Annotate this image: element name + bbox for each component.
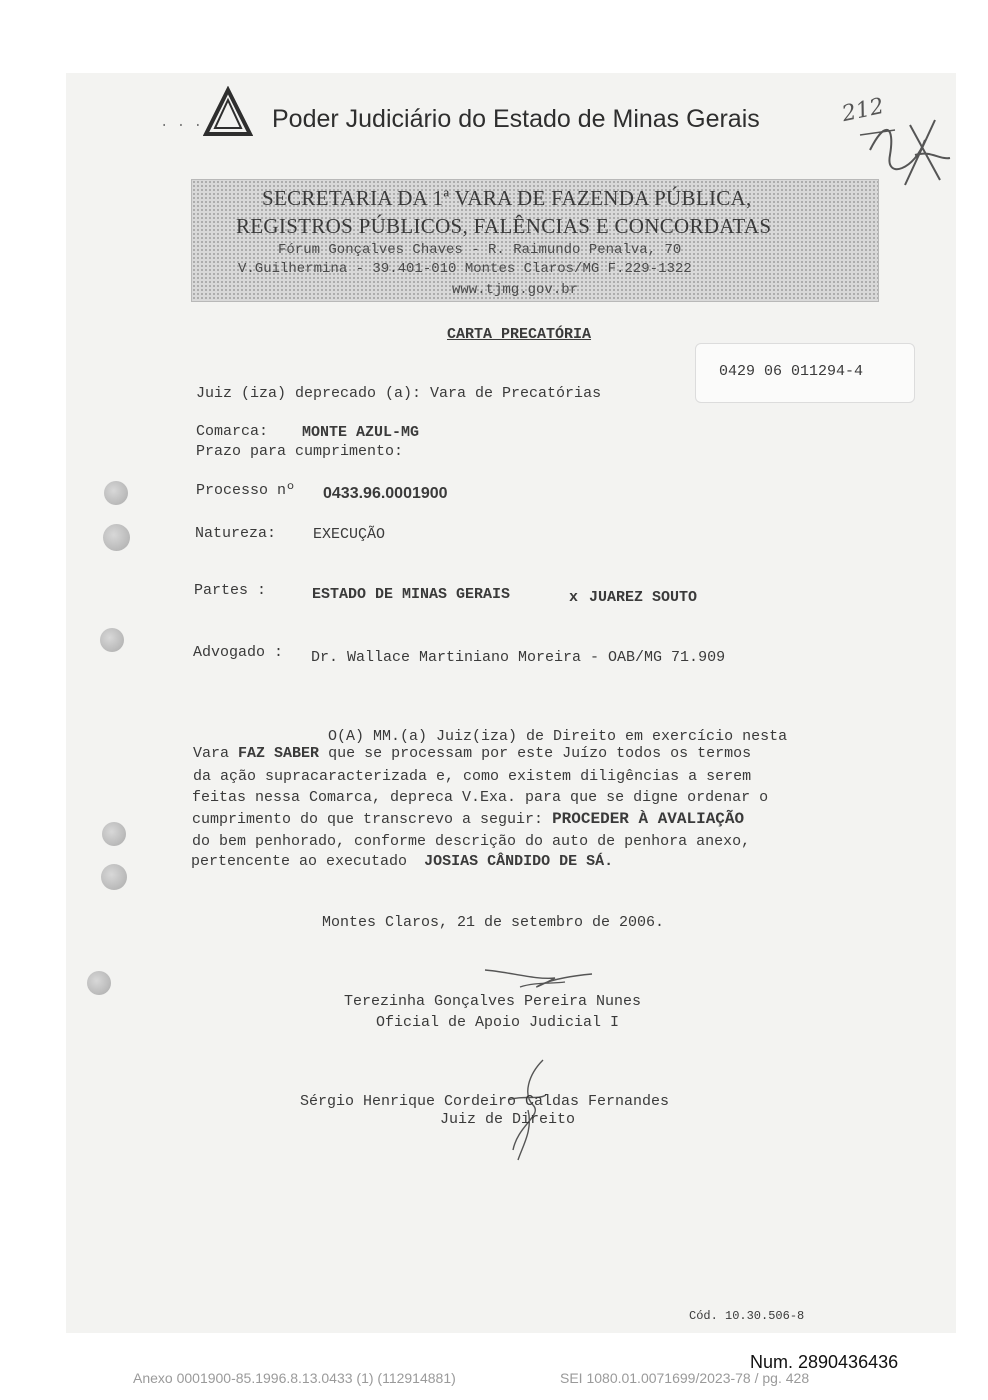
banner-city: V.Guilhermina - 39.401-010 Montes Claros/MG F.229-1322: [238, 261, 692, 277]
body-line-5: [192, 811, 744, 828]
signature-scribble-1: [480, 962, 600, 997]
natureza-value: EXECUÇÃO: [313, 526, 386, 543]
body-line-2: [193, 745, 751, 762]
punch-hole: [87, 971, 111, 995]
comarca-label: Comarca:: [196, 423, 269, 440]
banner-website: www.tjmg.gov.br: [452, 282, 579, 298]
juiz-deprecado-line: Juiz (iza) deprecado (a): Vara de Precatórias: [196, 385, 602, 402]
punch-hole: [104, 481, 128, 505]
body-line-2-post: que se processam por este Juízo todos os termos: [328, 745, 752, 762]
advogado-label: Advogado :: [193, 644, 284, 661]
court-logo-icon: [203, 86, 253, 138]
signer-2-role: Juiz de Direito: [440, 1111, 576, 1128]
punch-hole: [103, 524, 130, 551]
proceder-avaliacao: PROCEDER À AVALIAÇÃO: [552, 810, 745, 828]
banner-address: Fórum Gonçalves Chaves - R. Raimundo Penalva, 70: [278, 242, 682, 258]
document-title: CARTA PRECATÓRIA: [447, 326, 592, 343]
body-line-4: feitas nessa Comarca, depreca V.Exa. para que se digne ordenar o: [192, 789, 769, 806]
body-line-3: da ação supracaracterizada e, como existem diligências a serem: [193, 768, 752, 785]
punch-hole: [101, 864, 127, 890]
form-code: Cód. 10.30.506-8: [689, 1309, 805, 1323]
comarca-value: MONTE AZUL-MG: [302, 424, 420, 441]
date-line: Montes Claros, 21 de setembro de 2006.: [322, 914, 665, 931]
processo-value: 0433.96.0001900: [323, 485, 448, 502]
signer-2-name: Sérgio Henrique Cordeiro Caldas Fernandes: [300, 1093, 670, 1110]
punch-hole: [102, 822, 126, 846]
signer-1-role: Oficial de Apoio Judicial I: [376, 1014, 620, 1031]
body-line-6: do bem penhorado, conforme descrição do auto de penhora anexo,: [192, 833, 751, 850]
partes-versus: x: [569, 589, 579, 606]
letterhead-title: Poder Judiciário do Estado de Minas Gerais: [272, 105, 760, 133]
partes-reu: JUAREZ SOUTO: [589, 589, 698, 606]
body-line-2-pre: Vara: [193, 745, 230, 762]
handwritten-page-number: 212: [839, 93, 887, 128]
natureza-label: Natureza:: [195, 525, 277, 542]
body-line-7-pre: pertencente ao executado: [191, 853, 408, 870]
banner-line-2: REGISTROS PÚBLICOS, FALÊNCIAS E CONCORDATAS: [236, 214, 772, 238]
advogado-value: Dr. Wallace Martiniano Moreira - OAB/MG 71.909: [311, 649, 726, 666]
footer-sei: SEI 1080.01.0071699/2023-78 / pg. 428: [560, 1370, 810, 1386]
document-number: Num. 2890436436: [750, 1352, 899, 1372]
body-line-5-pre: cumprimento do que transcrevo a seguir:: [192, 811, 544, 828]
letterhead-dots: . . .: [160, 115, 203, 131]
partes-autor: ESTADO DE MINAS GERAIS: [312, 586, 511, 603]
footer-annex: Anexo 0001900-85.1996.8.13.0433 (1) (112914881): [133, 1370, 456, 1386]
body-line-7: [191, 853, 613, 870]
prazo-label: Prazo para cumprimento:: [196, 443, 404, 460]
processo-label: Processo nº: [196, 482, 296, 499]
punch-hole: [100, 628, 124, 652]
banner-line-1: SECRETARIA DA 1ª VARA DE FAZENDA PÚBLICA,: [262, 186, 752, 210]
body-line-1: O(A) MM.(a) Juiz(iza) de Direito em exercício nesta: [328, 728, 788, 745]
executado-name: JOSIAS CÂNDIDO DE SÁ.: [424, 853, 614, 870]
reference-number: 0429 06 011294-4: [719, 363, 864, 380]
faz-saber: FAZ SABER: [238, 745, 320, 762]
signer-1-name: Terezinha Gonçalves Pereira Nunes: [344, 993, 642, 1010]
partes-label: Partes :: [194, 582, 267, 599]
signature-scribble-2: [498, 1055, 558, 1165]
